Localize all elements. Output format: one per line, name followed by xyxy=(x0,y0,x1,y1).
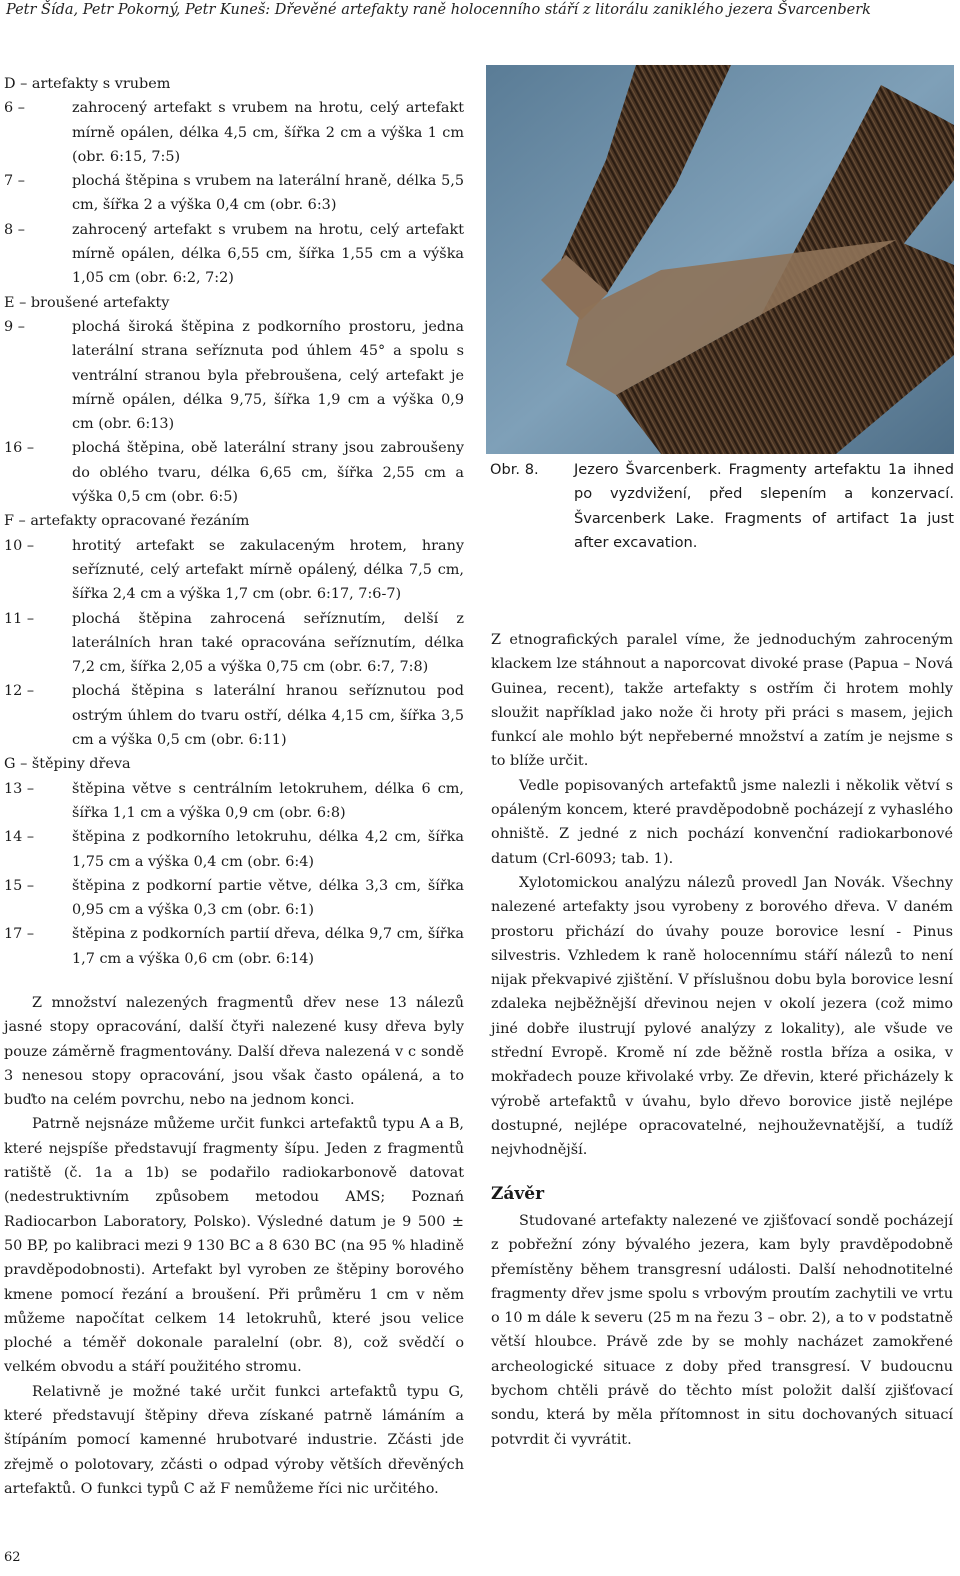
list-item-text: štěpina větve s centrálním letokruhem, délka 6 cm, šířka 1,1 cm a výška 0,9 cm (obr. 6:8) xyxy=(72,780,464,821)
page-number: 62 xyxy=(4,1550,21,1565)
list-item-text: štěpina z podkorního letokruhu, délka 4,2 cm, šířka 1,75 cm a výška 0,4 cm (obr. 6:4) xyxy=(72,829,464,870)
list-item xyxy=(4,679,464,752)
list-item-number: 6 – xyxy=(4,100,25,117)
section-heading: Závěr xyxy=(491,1184,545,1204)
list-item-number: 14 – xyxy=(4,829,35,846)
conclusion-paragraph: Studované artefakty nalezené ve zjišťovací sondě pocházejí z pobřežní zóny bývalého jezera, kam byly pravděpodobně přemístěny během transgresní události. Další nehodnotitelné fragmenty dřev jsme spolu s vrbovým proutím zachytili ve vrtu o 10 m dále k severu (25 m na řezu 3 – obr. 2), a to v podstatně větší hloubce. Právě zde by se mohly nacházet zamokřené archeologické situace z doby před transgresí. V budoucnu bychom chtěli právě do těchto míst položit další zjišťovací sondu, která by měla přítomnost in situ dochovaných situací potvrdit či vyvrátit. xyxy=(491,1213,953,1448)
wood-fragments-illustration xyxy=(486,65,954,454)
list-item-text: plochá štěpina, obě laterální strany jsou zabroušeny do oblého tvaru, délka 6,65 cm, šířka 2,55 cm a výška 0,5 cm (obr. 6:5) xyxy=(72,440,464,506)
list-group-heading: E – broušené artefakty xyxy=(4,294,170,311)
list-item xyxy=(4,169,464,218)
figure-photo xyxy=(486,65,954,454)
body-paragraph: Z množství nalezených fragmentů dřev nese 13 nálezů jasné stopy opracování, další čtyři nalezené kusy dřeva byly pouze záměrně fragmentovány. Další dřeva nalezená v c sondě 3 nenesou stopy opracování, jsou však často opálená, a to buďto na celém povrchu, nebo na jednom konci. xyxy=(4,994,464,1109)
list-item-text: plochá štěpina zahrocená seříznutím, delší z laterálních hran také opracována seříznutím, délka 7,2 cm, šířka 2,05 a výška 0,75 cm (obr. 6:7, 7:8) xyxy=(72,610,464,676)
list-item-number: 7 – xyxy=(4,173,25,190)
list-item-number: 15 – xyxy=(4,877,35,894)
list-item xyxy=(4,218,464,291)
body-paragraph: Z etnografických paralel víme, že jednoduchým zahroceným klackem lze stáhnout a naporcovat divoké prase (Papua – Nová Guinea, recent), takže artefakty s ostřím či hrotem mohly sloužit například jako nože či hroty při práci s masem, jejich funkcí ale mohlo být nepřeberné množství a zatím je nejsme s to blíže určit. xyxy=(491,632,953,770)
list-item-text: štěpina z podkorních partií dřeva, délka 9,7 cm, šířka 1,7 cm a výška 0,6 cm (obr. 6:14) xyxy=(72,926,464,967)
left-column xyxy=(4,72,464,1501)
list-item xyxy=(4,922,464,971)
list-item xyxy=(4,96,464,169)
list-item-number: 10 – xyxy=(4,537,35,554)
conclusion-section xyxy=(491,1209,953,1452)
body-paragraph: Xylotomickou analýzu nálezů provedl Jan Novák. Všechny nalezené artefakty jsou vyrobeny z borového dřeva. V daném prostoru přichází do úvahy pouze borovice lesní - Pinus silvestris. Vzhledem k raně holocennímu stáří nálezů to není nijak překvapivé zjištění. V příslušnou dobu byla borovice lesní zdaleka nejběžnější dřevinou nejen v okolí jezera (což mimo jiné dobře ilustrují pylové analýzy z lokality), ale všude ve střední Evropě. Kromě ní zde běžně rostla bříza a osika, v mokřadech pouze křivolaké vrby. Ze dřevin, které přicházely k výrobě artefaktů v úvahu, bylo dřevo borovice jistě nejlépe dostupné, nejlépe opracovatelné, nejhouževnatější, a tudíž nejvhodnější. xyxy=(491,874,953,1159)
list-item xyxy=(4,874,464,923)
list-item-text: zahrocený artefakt s vrubem na hrotu, celý artefakt mírně opálen, délka 4,5 cm, šířka 2 cm a výška 1 cm (obr. 6:15, 7:5) xyxy=(72,100,464,165)
list-item xyxy=(4,607,464,680)
list-item-number: 17 – xyxy=(4,926,35,943)
list-item xyxy=(4,534,464,607)
list-item-text: plochá široká štěpina z podkorního prostoru, jedna laterální strana seříznuta pod úhlem 45° a spolu s ventrální stranou byla přebroušena, celý artefakt je mírně opálen, délka 9,75, šířka 1,9 cm a výška 0,9 cm (obr. 6:13) xyxy=(72,318,464,433)
list-item-number: 9 – xyxy=(4,318,25,335)
list-item-number: 13 – xyxy=(4,780,35,797)
list-item xyxy=(4,825,464,874)
list-item xyxy=(4,436,464,509)
list-item-number: 11 – xyxy=(4,610,35,627)
list-item xyxy=(4,315,464,436)
body-paragraph: Relativně je možné také určit funkci artefaktů typu G, které představují štěpiny dřeva získané patrně lámáním a štípáním pomocí kamenné hrubotvaré industrie. Zčásti jde zřejmě o polotovary, zčásti o odpad výroby větších dřevěných artefaktů. O funkci typů C až F nemůžeme říci nic určitého. xyxy=(4,1383,464,1497)
list-item-text: plochá štěpina s vrubem na laterální hraně, délka 5,5 cm, šířka 2 a výška 0,4 cm (obr. 6:3) xyxy=(72,173,464,214)
body-paragraph: Vedle popisovaných artefaktů jsme nalezli i několik větví s opáleným koncem, které pravděpodobně pocházejí z vyhaslého ohniště. Z jedné z nich pochází konvenční radiokarbonové datum (Crl-6093; tab. 1). xyxy=(491,777,953,867)
list-group-heading: F – artefakty opracované řezáním xyxy=(4,513,250,530)
list-item-number: 12 – xyxy=(4,683,35,700)
body-paragraph: Patrně nejsnáze můžeme určit funkci artefaktů typu A a B, které nejspíše představují fragmenty šípu. Jeden z fragmentů ratiště (č. 1a a 1b) se podařilo radiokarbonově datovat (nedestruktivním způsobem metodou AMS; Poznań Radiocarbon Laboratory, Polsko). Výsledné datum je 9 500 ± 50 BP, po kalibraci mezi 9 130 BC a 8 630 BC (na 95 % hladině pravděpodobnosti). Artefakt byl vyroben ze štěpiny borového kmene pomocí řezání a broušení. Při průměru 1 cm v něm můžeme napočítat celkem 14 letokruhů, které jsou velice ploché a téměř dokonale paralelní (obr. 8), což svědčí o velkém obvodu a stáří použitého stromu. xyxy=(4,1116,464,1376)
running-head: Petr Šída, Petr Pokorný, Petr Kuneš: Dřevěné artefakty raně holocenního stáří z litorálu zaniklého jezera Švarcenberk xyxy=(6,2,871,18)
list-item-number: 16 – xyxy=(4,440,35,457)
list-item-text: štěpina z podkorní partie větve, délka 3,3 cm, šířka 0,95 cm a výška 0,3 cm (obr. 6:1) xyxy=(72,877,464,919)
list-group-heading: G – štěpiny dřeva xyxy=(4,756,131,773)
right-column xyxy=(491,628,953,1163)
artifact-list xyxy=(4,72,464,971)
list-item-number: 8 – xyxy=(4,221,25,238)
figure-label: Obr. 8. xyxy=(490,461,539,478)
list-item xyxy=(4,777,464,826)
list-group-heading: D – artefakty s vrubem xyxy=(4,76,171,92)
list-item-text: plochá štěpina s laterální hranou seříznutou pod ostrým úhlem do tvaru ostří, délka 4,15 cm, šířka 3,5 cm a výška 0,5 cm (obr. 6:11) xyxy=(72,683,464,749)
figure-caption-text: Jezero Švarcenberk. Fragmenty artefaktu 1a ihned po vyzdvižení, před slepením a konzervací. Švarcenberk Lake. Fragments of artifact 1a just after excavation. xyxy=(574,461,954,551)
list-item-text: hrotitý artefakt se zakulaceným hrotem, hrany seříznuté, celý artefakt mírně opálený, délka 7,5 cm, šířka 2,4 cm a výška 1,7 cm (obr. 6:17, 7:6-7) xyxy=(72,537,464,603)
list-item-text: zahrocený artefakt s vrubem na hrotu, celý artefakt mírně opálen, délka 6,55 cm, šířka 1,55 cm a výška 1,05 cm (obr. 6:2, 7:2) xyxy=(72,221,464,287)
